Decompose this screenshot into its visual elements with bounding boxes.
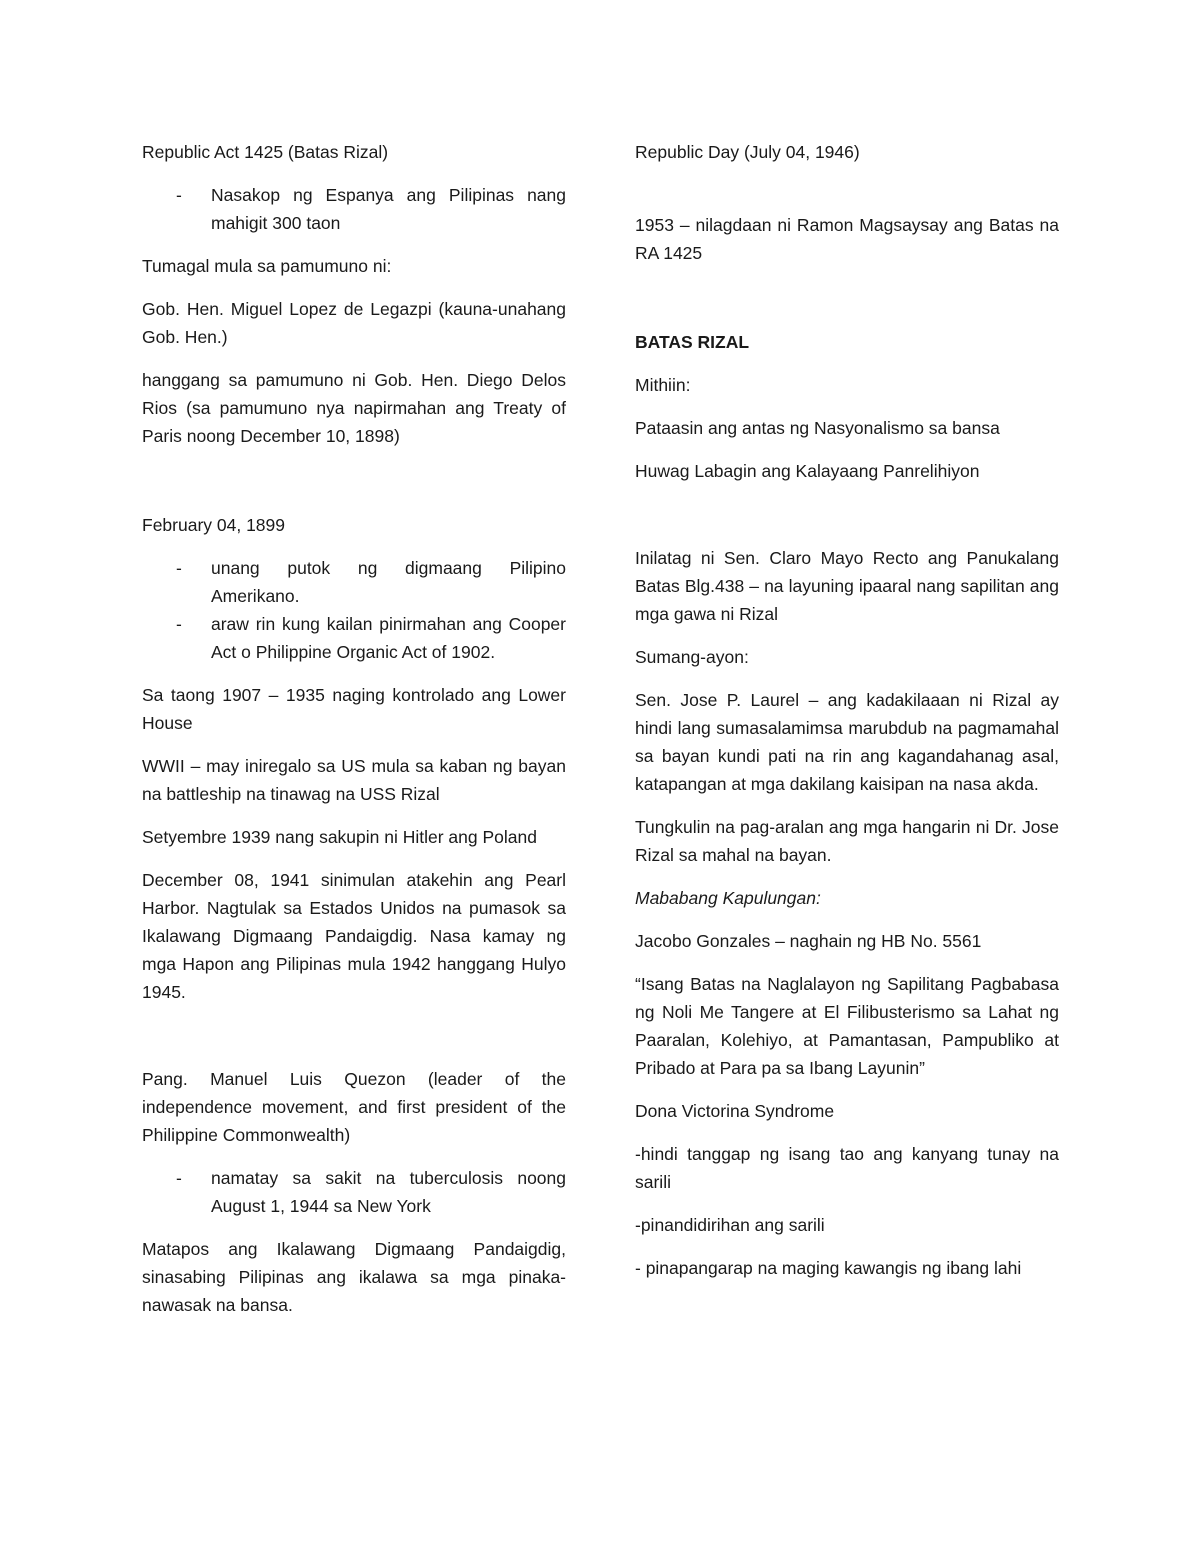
paragraph-matapos: Matapos ang Ikalawang Digmaang Pandaigdig, sinasabing Pilipinas ang ikalawa sa mga pinaka-nawasak na bansa. bbox=[142, 1239, 566, 1315]
list-item: - araw rin kung kailan pinirmahan ang Cooper Act o Philippine Organic Act of 1902. bbox=[142, 610, 566, 666]
list-item: - Nasakop ng Espanya ang Pilipinas nang mahigit 300 taon bbox=[142, 181, 566, 237]
paragraph-lower-house: Sa taong 1907 – 1935 naging kontrolado ang Lower House bbox=[142, 685, 566, 733]
list-item: - unang putok ng digmaang Pilipino Amerikano. bbox=[142, 554, 566, 610]
paragraph-republic-act: Republic Act 1425 (Batas Rizal) bbox=[142, 142, 389, 162]
paragraph-pinapangarap: - pinapangarap na maging kawangis ng ibang lahi bbox=[635, 1258, 1022, 1278]
paragraph-nasyonalismo: Pataasin ang antas ng Nasyonalismo sa bansa bbox=[635, 418, 1000, 438]
paragraph-laurel: Sen. Jose P. Laurel – ang kadakilaaan ni Rizal ay hindi lang sumasalamimsa marubdub na pagmamahal sa bayan kundi pati na rin ang kagandahanag asal, katapangan at mga dakilang kaisipan na nasa akda. bbox=[635, 690, 1059, 794]
spacer bbox=[635, 181, 1059, 211]
paragraph-dona-victorina: Dona Victorina Syndrome bbox=[635, 1101, 835, 1121]
paragraph-quezon: Pang. Manuel Luis Quezon (leader of the independence movement, and first president of the Philippine Commonwealth) bbox=[142, 1069, 566, 1145]
paragraph-pearl-harbor: December 08, 1941 sinimulan atakehin ang Pearl Harbor. Nagtulak sa Estados Unidos na pumasok sa Ikalawang Digmaang Pandaigdig. Nasa kamay ng mga Hapon ang Pilipinas mula 1942 hanggang Hulyo 1945. bbox=[142, 870, 566, 1002]
paragraph-mababang-kapulungan: Mababang Kapulungan: bbox=[635, 888, 821, 908]
paragraph-pinandidirihan: -pinandidirihan ang sarili bbox=[635, 1215, 825, 1235]
paragraph-batas-quote: “Isang Batas na Naglalayon ng Sapilitang Pagbabasa ng Noli Me Tangere at El Filibusterismo sa Lahat ng Paaralan, Kolehiyo, at Pamantasan, Pampubliko at Pribado at Para pa sa Ibang Layunin” bbox=[635, 974, 1059, 1078]
paragraph-wwii: WWII – may iniregalo sa US mula sa kaban ng bayan na battleship na tinawag na USS Rizal bbox=[142, 756, 566, 804]
paragraph-recto: Inilatag ni Sen. Claro Mayo Recto ang Panukalang Batas Blg.438 – na layuning ipaaral nang sapilitan ang mga gawa ni Rizal bbox=[635, 548, 1059, 624]
paragraph-mithiin: Mithiin: bbox=[635, 375, 691, 395]
paragraph-hindi-tanggap: -hindi tanggap ng isang tao ang kanyang tunay na sarili bbox=[635, 1144, 1059, 1192]
paragraph-sumang-ayon: Sumang-ayon: bbox=[635, 647, 749, 667]
paragraph-legazpi: Gob. Hen. Miguel Lopez de Legazpi (kauna-unahang Gob. Hen.) bbox=[142, 299, 566, 347]
spacer bbox=[635, 282, 1059, 328]
paragraph-kalayaan: Huwag Labagin ang Kalayaang Panrelihiyon bbox=[635, 461, 980, 481]
paragraph-republic-day: Republic Day (July 04, 1946) bbox=[635, 142, 860, 162]
paragraph-gonzales: Jacobo Gonzales – naghain ng HB No. 5561 bbox=[635, 931, 982, 951]
list-spain bbox=[142, 181, 566, 237]
paragraph-hitler: Setyembre 1939 nang sakupin ni Hitler ang Poland bbox=[142, 827, 537, 847]
heading-batas-rizal: BATAS RIZAL bbox=[635, 332, 750, 352]
spacer bbox=[635, 500, 1059, 544]
paragraph-tungkulin: Tungkulin na pag-aralan ang mga hangarin ni Dr. Jose Rizal sa mahal na bayan. bbox=[635, 817, 1059, 865]
right-column bbox=[635, 138, 1059, 1297]
paragraph-february-1899: February 04, 1899 bbox=[142, 515, 286, 535]
spacer bbox=[142, 1021, 566, 1065]
paragraph-1953: 1953 – nilagdaan ni Ramon Magsaysay ang Batas na RA 1425 bbox=[635, 215, 1059, 263]
list-item: - namatay sa sakit na tuberculosis noong August 1, 1944 sa New York bbox=[142, 1164, 566, 1220]
list-quezon bbox=[142, 1164, 566, 1220]
list-1899 bbox=[142, 554, 566, 666]
left-column bbox=[142, 138, 566, 1334]
paragraph-delos-rios: hanggang sa pamumuno ni Gob. Hen. Diego Delos Rios (sa pamumuno nya napirmahan ang Treaty of Paris noong December 10, 1898) bbox=[142, 370, 566, 446]
paragraph-tumagal: Tumagal mula sa pamumuno ni: bbox=[142, 256, 392, 276]
spacer bbox=[142, 465, 566, 511]
